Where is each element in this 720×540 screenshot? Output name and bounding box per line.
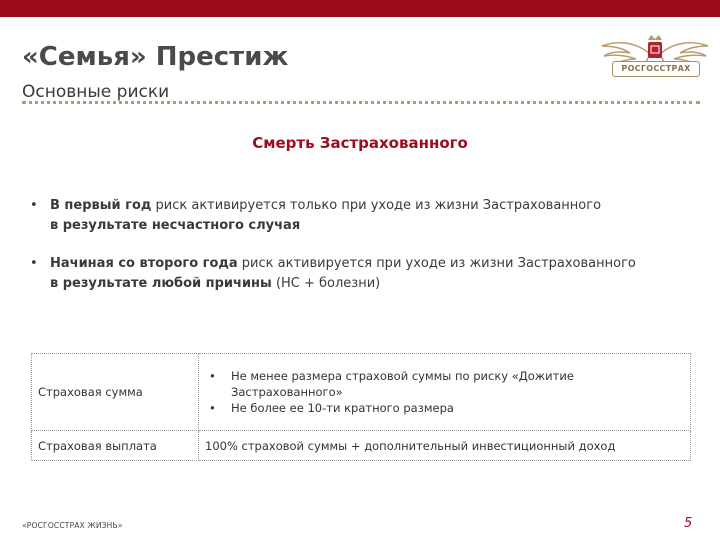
list-item-text: Не более ее 10-ти кратного размера: [231, 401, 454, 415]
bullet-bold: в результате любой причины: [50, 276, 272, 291]
bullet-bold: в результате несчастного случая: [50, 218, 301, 233]
top-brand-bar: [0, 0, 720, 17]
bullet-text: (НС + болезни): [271, 276, 381, 291]
insurance-table: [31, 353, 691, 461]
company-logo: [596, 32, 714, 82]
section-title: Смерть Застрахованного: [252, 134, 468, 152]
page-number: 5: [684, 516, 693, 531]
table-value-cell: [199, 354, 691, 431]
header-divider: [22, 101, 700, 104]
table-label-cell: Страховая выплата: [32, 431, 199, 461]
list-item: [205, 400, 684, 416]
bullet-bold: В первый год: [50, 198, 152, 213]
bullet-text: риск активируется при уходе из жизни Застрахованного: [237, 256, 636, 271]
page-subtitle: Основные риски: [22, 82, 170, 102]
bullet-item: [30, 254, 690, 294]
cell-list: [205, 368, 684, 416]
table-value-cell: 100% страховой суммы + дополнительный инвестиционный доход: [199, 431, 691, 461]
bullet-item: [30, 196, 690, 236]
bullet-bold: Начиная со второго года: [50, 256, 238, 271]
bullet-dot-icon: •: [30, 198, 38, 213]
table-row: [32, 431, 691, 461]
risk-bullets: [30, 196, 690, 312]
page-title: «Семья» Престиж: [22, 42, 289, 72]
list-item-text: Не менее размера страховой суммы по риску «Дожитие Застрахованного»: [231, 369, 574, 399]
logo-wordmark: РОСГОССТРАХ: [612, 61, 700, 77]
bullet-dot-icon: •: [209, 369, 216, 383]
bullet-text: риск активируется только при уходе из жизни Застрахованного: [151, 198, 602, 213]
bullet-dot-icon: •: [209, 401, 216, 415]
footer-company: «РОСГОССТРАХ ЖИЗНЬ»: [22, 521, 123, 530]
table-label-cell: Страховая сумма: [32, 354, 199, 431]
table-row: [32, 354, 691, 431]
list-item: [205, 368, 684, 400]
bullet-dot-icon: •: [30, 256, 38, 271]
